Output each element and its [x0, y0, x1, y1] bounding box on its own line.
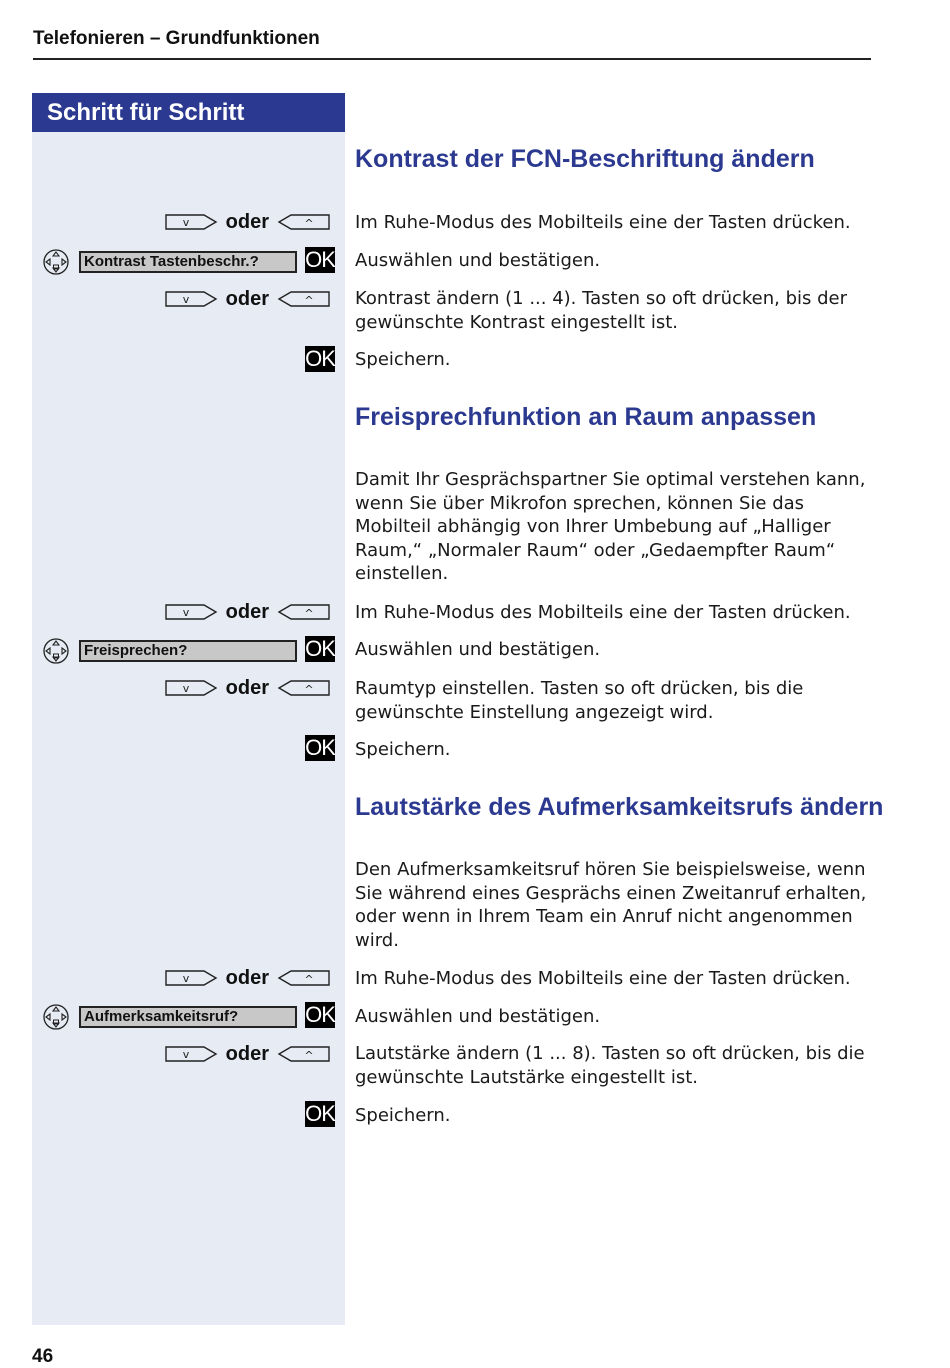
sidebar-heading: Schritt für Schritt — [32, 93, 345, 132]
oder-label: oder — [225, 210, 269, 233]
up-key-icon — [277, 1044, 331, 1064]
section-title-kontrast: Kontrast der FCN-Beschriftung ändern — [355, 145, 815, 173]
down-key-icon — [164, 1044, 218, 1064]
key-pair-down-up — [164, 287, 331, 311]
step-text: Auswählen und bestätigen. — [355, 250, 601, 271]
display-menu-item[interactable]: Aufmerksamkeitsruf? — [79, 1006, 297, 1028]
down-key-label: v — [182, 606, 189, 619]
header-divider — [33, 58, 871, 60]
step-text: Im Ruhe-Modus des Mobilteils eine der Tasten drücken. — [355, 968, 851, 989]
key-pair-down-up — [164, 1042, 331, 1066]
step-text: Lautstärke ändern (1 ... 8). Tasten so oft drücken, bis die gewünschte Lautstärke eingestellt ist. — [355, 1043, 865, 1088]
up-key-label: ^ — [304, 294, 314, 307]
step-text: Raumtyp einstellen. Tasten so oft drücken, bis die gewünschte Einstellung angezeigt wird. — [355, 678, 804, 723]
page-header-title: Telefonieren – Grundfunktionen — [33, 28, 320, 49]
ok-key: OK — [305, 636, 335, 661]
up-key-icon — [277, 212, 331, 232]
down-key-icon — [164, 968, 218, 988]
up-key-label: ^ — [304, 683, 314, 696]
up-key-label: ^ — [304, 607, 314, 620]
navigation-key-icon — [42, 637, 70, 669]
ok-key: OK — [305, 247, 335, 272]
section-intro: Den Aufmerksamkeitsruf hören Sie beispielsweise, wenn Sie während eines Gesprächs einen Zweitanruf erhalten, oder wenn in Ihrem Team ein Anruf nicht angenommen wird. — [355, 859, 867, 951]
down-key-label: v — [182, 216, 189, 229]
step-sidebar — [32, 93, 345, 1325]
step-text: Auswählen und bestätigen. — [355, 1006, 601, 1027]
ok-key: OK — [305, 1101, 335, 1126]
oder-label: oder — [225, 676, 269, 699]
step-text: Auswählen und bestätigen. — [355, 639, 601, 660]
down-key-icon — [164, 602, 218, 622]
section-title-freisprechen: Freisprechfunktion an Raum anpassen — [355, 403, 817, 431]
oder-label: oder — [225, 287, 269, 310]
step-text: Speichern. — [355, 1105, 451, 1126]
navigation-key-icon — [42, 1003, 70, 1035]
step-text: Speichern. — [355, 739, 451, 760]
key-pair-down-up — [164, 676, 331, 700]
down-key-label: v — [182, 1048, 189, 1061]
oder-label: oder — [225, 1042, 269, 1065]
page-number: 46 — [32, 1346, 54, 1367]
step-text: Speichern. — [355, 349, 451, 370]
step-text: Kontrast ändern (1 ... 4). Tasten so oft drücken, bis der gewünschte Kontrast eingestellt ist. — [355, 288, 848, 333]
step-text: Im Ruhe-Modus des Mobilteils eine der Tasten drücken. — [355, 212, 851, 233]
key-pair-down-up — [164, 600, 331, 624]
key-pair-down-up — [164, 210, 331, 234]
up-key-icon — [277, 968, 331, 988]
down-key-icon — [164, 289, 218, 309]
oder-label: oder — [225, 600, 269, 623]
display-menu-item[interactable]: Freisprechen? — [79, 640, 297, 662]
ok-key: OK — [305, 1002, 335, 1027]
up-key-icon — [277, 602, 331, 622]
key-pair-down-up — [164, 966, 331, 990]
down-key-icon — [164, 212, 218, 232]
down-key-label: v — [182, 972, 189, 985]
navigation-key-icon — [42, 248, 70, 280]
up-key-label: ^ — [304, 1049, 314, 1062]
ok-key: OK — [305, 346, 335, 371]
oder-label: oder — [225, 966, 269, 989]
down-key-icon — [164, 678, 218, 698]
step-text: Im Ruhe-Modus des Mobilteils eine der Tasten drücken. — [355, 602, 851, 623]
section-title-aufmerksamkeitsruf: Lautstärke des Aufmerksamkeitsrufs ändern — [355, 793, 884, 821]
down-key-label: v — [182, 682, 189, 695]
section-intro: Damit Ihr Gesprächspartner Sie optimal verstehen kann, wenn Sie über Mikrofon sprechen, können Sie das Mobilteil abhängig von Ihrer Umbebung auf „Halliger Raum,“ „Normaler Raum“ oder „Gedaempfter Raum“ einstellen. — [355, 469, 866, 584]
up-key-label: ^ — [304, 217, 314, 230]
up-key-icon — [277, 289, 331, 309]
up-key-icon — [277, 678, 331, 698]
up-key-label: ^ — [304, 973, 314, 986]
display-menu-item[interactable]: Kontrast Tastenbeschr.? — [79, 251, 297, 273]
down-key-label: v — [182, 293, 189, 306]
ok-key: OK — [305, 735, 335, 760]
